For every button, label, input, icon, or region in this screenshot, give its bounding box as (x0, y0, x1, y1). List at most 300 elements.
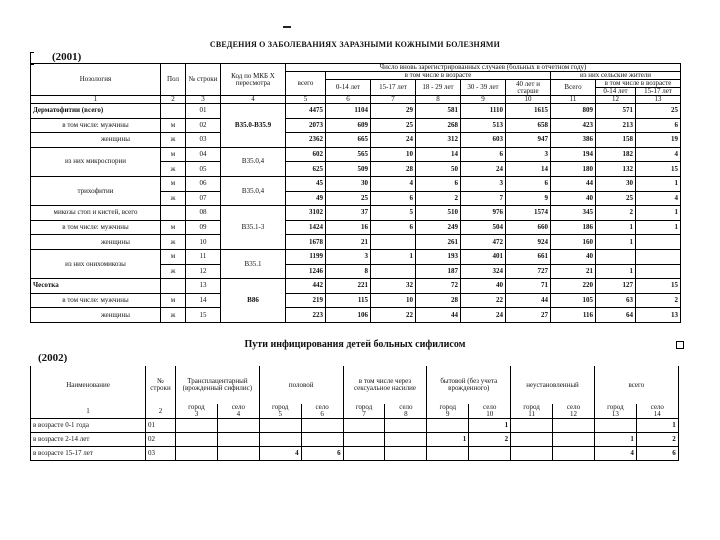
value-cell (385, 419, 427, 433)
header-sub (176, 404, 218, 419)
row-number: 01 (186, 104, 221, 119)
column-number: 5 (278, 410, 282, 418)
header-sub (385, 404, 427, 419)
year-label: (2001) (52, 51, 82, 63)
value-cell: 947 (506, 133, 551, 148)
column-number: 12 (596, 96, 636, 104)
value-cell: 1 (596, 235, 636, 250)
value-cell (259, 419, 301, 433)
value-cell: 6 (636, 447, 678, 461)
table-row (31, 433, 679, 447)
table-row (31, 235, 681, 250)
value-cell: 2 (596, 206, 636, 221)
value-cell: 2 (636, 433, 678, 447)
value-cell: 14 (416, 147, 461, 162)
value-cell: 1 (596, 220, 636, 235)
value-cell: 105 (551, 293, 596, 308)
top-mark (283, 26, 291, 28)
value-cell: 219 (286, 293, 326, 308)
value-cell: 22 (461, 293, 506, 308)
value-cell: 509 (326, 162, 371, 177)
column-numbers-row (31, 96, 681, 104)
value-cell: 504 (461, 220, 506, 235)
value-cell: 1 (636, 220, 681, 235)
table-row (31, 447, 679, 461)
value-cell: 809 (551, 104, 596, 119)
value-cell (511, 447, 553, 461)
table-row (31, 176, 681, 191)
header-total: всего (286, 72, 326, 96)
row-number: 13 (186, 279, 221, 294)
value-cell: 6 (371, 220, 416, 235)
value-cell (176, 419, 218, 433)
header-rural-age: 0-14 лет (596, 88, 636, 96)
header-sub (217, 404, 259, 419)
value-cell: 571 (596, 104, 636, 119)
value-cell: 1246 (286, 264, 326, 279)
value-cell: 7 (461, 191, 506, 206)
icd-code: B35.1-3 (221, 206, 286, 250)
value-cell: 510 (416, 206, 461, 221)
value-cell: 220 (551, 279, 596, 294)
value-cell: 9 (506, 191, 551, 206)
value-cell (343, 447, 385, 461)
column-number: 1 (31, 96, 161, 104)
value-cell: 261 (416, 235, 461, 250)
column-number: 14 (653, 410, 661, 418)
value-cell: 116 (551, 308, 596, 323)
value-cell: 49 (286, 191, 326, 206)
row-number: 09 (186, 220, 221, 235)
row-label: из них микроспории (31, 147, 161, 176)
value-cell: 182 (596, 147, 636, 162)
value-cell: 3 (461, 176, 506, 191)
column-number: 9 (446, 410, 450, 418)
row-number: 02 (186, 118, 221, 133)
value-cell (371, 235, 416, 250)
header-sex: Пол (161, 64, 186, 96)
column-number: 3 (194, 410, 199, 418)
header-sub (343, 404, 385, 419)
header-route: Трансплацентарный (врожденный сифилис) (176, 366, 260, 404)
header-sub (553, 404, 595, 419)
value-cell: 665 (326, 133, 371, 148)
value-cell: 25 (326, 191, 371, 206)
row-number: 14 (186, 293, 221, 308)
value-cell: 625 (286, 162, 326, 177)
row-label: Дерматофитии (всего) (31, 104, 161, 119)
row-number: 02 (146, 433, 176, 447)
value-cell (636, 249, 681, 264)
value-cell: 3 (506, 147, 551, 162)
value-cell: 21 (326, 235, 371, 250)
table-row (31, 118, 681, 133)
value-cell: 2 (636, 293, 681, 308)
row-sex: ж (161, 133, 186, 148)
value-cell: 4475 (286, 104, 326, 119)
row-sex: ж (161, 308, 186, 323)
header-age: 15-17 лет (371, 80, 416, 96)
row-label: из них онихомикозы (31, 249, 161, 278)
header-icd-code: Код по МКБ X пересмотра (221, 64, 286, 96)
value-cell: 1678 (286, 235, 326, 250)
table-row (31, 279, 681, 294)
row-number: 05 (186, 162, 221, 177)
header-rural-by-age: в том числе в возрасте (596, 80, 681, 88)
value-cell (217, 447, 259, 461)
column-number: 2 (161, 96, 186, 104)
value-cell (511, 419, 553, 433)
icd-code: B86 (221, 279, 286, 323)
value-cell: 401 (461, 249, 506, 264)
sub-label: село (315, 404, 329, 411)
value-cell: 193 (416, 249, 461, 264)
value-cell: 50 (416, 162, 461, 177)
value-cell: 30 (596, 176, 636, 191)
row-number: 07 (186, 191, 221, 206)
header-route: неустановленный (511, 366, 595, 404)
value-cell: 1 (469, 419, 511, 433)
column-number: 11 (551, 96, 596, 104)
value-cell: 2362 (286, 133, 326, 148)
value-cell (636, 235, 681, 250)
row-sex: ж (161, 162, 186, 177)
column-number: 4 (236, 410, 241, 418)
value-cell: 658 (506, 118, 551, 133)
value-cell: 661 (506, 249, 551, 264)
value-cell: 442 (286, 279, 326, 294)
row-number: 12 (186, 264, 221, 279)
row-sex: м (161, 293, 186, 308)
row-number: 01 (146, 419, 176, 433)
column-number: 7 (362, 410, 366, 418)
value-cell: 386 (551, 133, 596, 148)
row-sex (161, 104, 186, 119)
column-number: 3 (186, 96, 221, 104)
value-cell: 1 (636, 419, 678, 433)
row-label: женщины (31, 133, 161, 148)
value-cell (217, 419, 259, 433)
row-sex: м (161, 118, 186, 133)
value-cell: 10 (371, 293, 416, 308)
table-row (31, 104, 681, 119)
value-cell: 249 (416, 220, 461, 235)
header-age: 18 - 29 лет (416, 80, 461, 96)
value-cell: 180 (551, 162, 596, 177)
sub-label: село (483, 404, 497, 411)
table-row (31, 419, 679, 433)
value-cell: 2 (416, 191, 461, 206)
header-row-no: № строки (186, 64, 221, 96)
sub-label: село (650, 404, 664, 411)
value-cell: 25 (371, 118, 416, 133)
value-cell: 472 (461, 235, 506, 250)
value-cell (553, 419, 595, 433)
value-cell: 312 (416, 133, 461, 148)
value-cell: 187 (416, 264, 461, 279)
header-name-num: 1 (31, 404, 146, 419)
value-cell: 4 (636, 147, 681, 162)
value-cell: 3102 (286, 206, 326, 221)
value-cell: 6 (416, 176, 461, 191)
table-row (31, 220, 681, 235)
sub-label: село (399, 404, 413, 411)
value-cell (594, 419, 636, 433)
table-row (31, 293, 681, 308)
sub-label: город (355, 404, 373, 411)
icd-code: B35.0,4 (221, 176, 286, 205)
row-number: 11 (186, 249, 221, 264)
header-row (31, 64, 681, 72)
header-rural-total: Всего (551, 80, 596, 96)
value-cell: 194 (551, 147, 596, 162)
header-sub (511, 404, 553, 419)
resize-handle[interactable] (676, 341, 684, 349)
header-name: Наименование (31, 366, 146, 404)
value-cell: 1110 (461, 104, 506, 119)
row-number: 06 (186, 176, 221, 191)
column-number: 6 (326, 96, 371, 104)
header-age: 40 лет и старше (506, 80, 551, 96)
value-cell: 22 (371, 308, 416, 323)
column-number: 12 (569, 410, 577, 418)
value-cell: 6 (636, 118, 681, 133)
row-sex: ж (161, 191, 186, 206)
header-sub (636, 404, 678, 419)
value-cell (343, 419, 385, 433)
header-rural: из них сельские жители (551, 72, 681, 80)
row-sex: м (161, 176, 186, 191)
row-label: женщины (31, 235, 161, 250)
header-nosology: Нозология (31, 64, 161, 96)
value-cell: 28 (371, 162, 416, 177)
row-sex: м (161, 220, 186, 235)
value-cell: 4 (594, 447, 636, 461)
value-cell: 581 (416, 104, 461, 119)
column-number: 8 (416, 96, 461, 104)
header-row-no: № строки (146, 366, 176, 404)
column-number: 6 (320, 410, 324, 418)
header-row-no-num: 2 (146, 404, 176, 419)
value-cell: 660 (506, 220, 551, 235)
row-label: в том числе: мужчины (31, 293, 161, 308)
value-cell (259, 433, 301, 447)
row-sex (161, 279, 186, 294)
column-number: 13 (611, 410, 619, 418)
column-number: 4 (221, 96, 286, 104)
row-sex (161, 206, 186, 221)
value-cell: 603 (461, 133, 506, 148)
value-cell: 15 (636, 279, 681, 294)
sub-label: село (566, 404, 581, 411)
value-cell: 1 (636, 206, 681, 221)
value-cell: 924 (506, 235, 551, 250)
value-cell: 1 (636, 176, 681, 191)
header-rural-age: 15-17 лет (636, 88, 681, 96)
value-cell: 8 (326, 264, 371, 279)
row-sex: м (161, 147, 186, 162)
row-label: трихофитии (31, 176, 161, 205)
value-cell: 71 (506, 279, 551, 294)
value-cell (301, 419, 343, 433)
header-route: в том числе через сексуальное насилие (343, 366, 427, 404)
value-cell: 24 (371, 133, 416, 148)
value-cell: 609 (326, 118, 371, 133)
value-cell: 1615 (506, 104, 551, 119)
value-cell: 1424 (286, 220, 326, 235)
value-cell: 21 (551, 264, 596, 279)
value-cell: 106 (326, 308, 371, 323)
document-title: СВЕДЕНИЯ О ЗАБОЛЕВАНИЯХ ЗАРАЗНЫМИ КОЖНЫМИ БОЛЕЗНЯМИ (209, 40, 501, 49)
icd-code: B35.1 (221, 249, 286, 278)
value-cell: 565 (326, 147, 371, 162)
value-cell: 40 (461, 279, 506, 294)
value-cell: 63 (596, 293, 636, 308)
value-cell (427, 419, 469, 433)
value-cell: 1 (594, 433, 636, 447)
year-label: (2002) (38, 352, 68, 364)
row-number: 10 (186, 235, 221, 250)
value-cell: 132 (596, 162, 636, 177)
header-sub (301, 404, 343, 419)
value-cell: 32 (371, 279, 416, 294)
value-cell: 6 (461, 147, 506, 162)
row-label: в возрасте 15-17 лет (31, 447, 146, 461)
value-cell: 72 (416, 279, 461, 294)
value-cell: 5 (371, 206, 416, 221)
column-number: 8 (404, 410, 408, 418)
value-cell: 44 (506, 293, 551, 308)
value-cell: 4 (371, 176, 416, 191)
header-sub (469, 404, 511, 419)
value-cell: 2 (469, 433, 511, 447)
value-cell: 1 (427, 433, 469, 447)
value-cell: 1199 (286, 249, 326, 264)
header-sub (259, 404, 301, 419)
row-sex: м (161, 249, 186, 264)
row-label: женщины (31, 308, 161, 323)
value-cell: 28 (416, 293, 461, 308)
value-cell (385, 433, 427, 447)
table-row (31, 206, 681, 221)
sub-label: город (188, 404, 205, 411)
value-cell: 324 (461, 264, 506, 279)
header-age: 0-14 лет (326, 80, 371, 96)
row-sex: ж (161, 235, 186, 250)
syphilis-infection-table (30, 366, 679, 461)
value-cell: 186 (551, 220, 596, 235)
value-cell: 6 (301, 447, 343, 461)
row-number: 08 (186, 206, 221, 221)
value-cell: 423 (551, 118, 596, 133)
column-number: 13 (636, 96, 681, 104)
value-cell: 115 (326, 293, 371, 308)
value-cell: 10 (371, 147, 416, 162)
value-cell: 44 (551, 176, 596, 191)
value-cell: 976 (461, 206, 506, 221)
value-cell: 16 (326, 220, 371, 235)
value-cell (636, 264, 681, 279)
icd-code: B35.0-B35.9 (221, 104, 286, 148)
value-cell (176, 447, 218, 461)
value-cell: 25 (636, 104, 681, 119)
value-cell (301, 433, 343, 447)
value-cell: 213 (596, 118, 636, 133)
value-cell: 221 (326, 279, 371, 294)
value-cell (343, 433, 385, 447)
value-cell: 19 (636, 133, 681, 148)
row-number: 15 (186, 308, 221, 323)
value-cell: 1 (371, 249, 416, 264)
value-cell: 27 (506, 308, 551, 323)
value-cell: 602 (286, 147, 326, 162)
value-cell (596, 249, 636, 264)
value-cell: 45 (286, 176, 326, 191)
value-cell: 24 (461, 308, 506, 323)
value-cell: 14 (506, 162, 551, 177)
value-cell (385, 447, 427, 461)
header-cases: Число вновь зарегистрированных случаев (больных в отчетном году) (286, 64, 681, 72)
value-cell (427, 447, 469, 461)
row-label: Чесотка (31, 279, 161, 294)
section-title: Пути инфицирования детей больных сифилисом (244, 339, 466, 350)
row-number: 03 (146, 447, 176, 461)
value-cell: 40 (551, 249, 596, 264)
value-cell: 1574 (506, 206, 551, 221)
value-cell: 44 (416, 308, 461, 323)
value-cell (176, 433, 218, 447)
value-cell: 1 (596, 264, 636, 279)
value-cell (217, 433, 259, 447)
sub-label: город (523, 404, 540, 411)
sub-label: село (231, 404, 245, 411)
header-by-age: в том числе в возрасте (326, 72, 551, 80)
row-number: 04 (186, 147, 221, 162)
value-cell: 513 (461, 118, 506, 133)
value-cell (511, 433, 553, 447)
value-cell: 29 (371, 104, 416, 119)
row-label: в том числе: мужчины (31, 220, 161, 235)
row-label: в возрасте 2-14 лет (31, 433, 146, 447)
row-sex: ж (161, 264, 186, 279)
header-age: 30 - 39 лет (461, 80, 506, 96)
value-cell: 4 (636, 191, 681, 206)
row-label: в том числе: мужчины (31, 118, 161, 133)
value-cell: 727 (506, 264, 551, 279)
column-number: 10 (486, 410, 494, 418)
table-row (31, 147, 681, 162)
value-cell: 158 (596, 133, 636, 148)
sub-label: город (271, 404, 289, 411)
value-cell: 37 (326, 206, 371, 221)
header-sub (427, 404, 469, 419)
row-label: микозы стоп и кистей, всего (31, 206, 161, 221)
value-cell (553, 433, 595, 447)
value-cell: 223 (286, 308, 326, 323)
value-cell: 127 (596, 279, 636, 294)
icd-code: B35.0,4 (221, 147, 286, 176)
sub-label: город (607, 404, 624, 411)
value-cell: 24 (461, 162, 506, 177)
value-cell: 4 (259, 447, 301, 461)
value-cell: 160 (551, 235, 596, 250)
header-row (31, 366, 679, 404)
value-cell (469, 447, 511, 461)
column-number: 7 (371, 96, 416, 104)
value-cell: 25 (596, 191, 636, 206)
header-route: половой (259, 366, 343, 404)
header-route: бытовой (без учета врожденного) (427, 366, 511, 404)
